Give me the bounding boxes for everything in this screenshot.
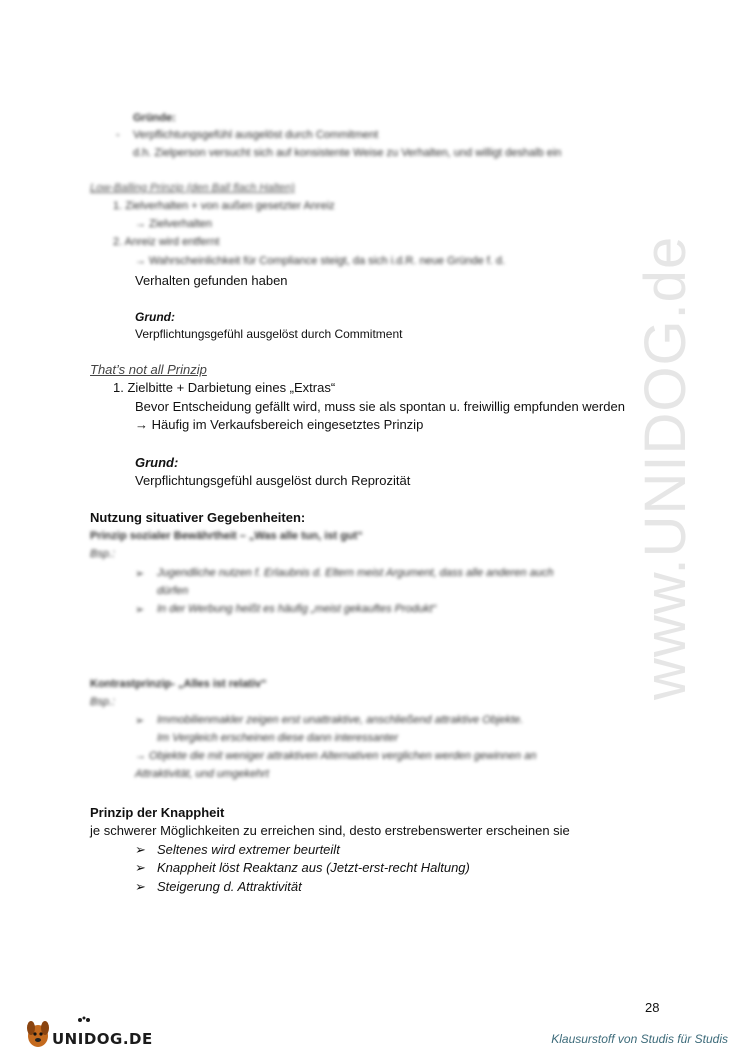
nutzung-heading: Nutzung situativer Gegebenheiten: <box>90 510 306 525</box>
blurred-text: Jugendliche nutzen f. Erlaubnis d. Eltern meist Argument, dass alle anderen auch <box>157 567 554 579</box>
page-number: 28 <box>645 1000 660 1015</box>
knappheit-text: je schwerer Möglichkeiten zu erreichen sind, desto erstrebenswerter erscheinen sie <box>90 823 570 838</box>
footer-slogan: Klausurstoff von Studis für Studis <box>551 1032 728 1046</box>
blurred-text: Verpflichtungsgefühl ausgelöst durch Commitment <box>133 129 379 141</box>
blurred-text: Bsp.: <box>90 548 116 560</box>
blurred-dash: - <box>116 129 120 141</box>
grund-label: Grund: <box>135 455 179 470</box>
logo-text: UNIDOG.DE <box>52 1030 153 1048</box>
blurred-section-title: Low-Balling Prinzip (den Ball flach Halten) <box>90 182 295 194</box>
blurred-heading-gruende: Gründe: <box>133 112 176 124</box>
blurred-text: dürfen <box>157 585 189 597</box>
grund-label: Grund: <box>135 310 175 324</box>
grund-text: Verpflichtungsgefühl ausgelöst durch Commitment <box>135 327 403 341</box>
blurred-bullet: ➢ <box>135 604 145 616</box>
bullet-text: Knappheit löst Reaktanz aus (Jetzt-erst-recht Haltung) <box>157 860 470 875</box>
watermark-text: www.UNIDOG.de <box>633 235 698 700</box>
bullet-text: Seltenes wird extremer beurteilt <box>157 842 340 857</box>
blurred-text: In der Werbung heißt es häufig „meist gekauftes Produkt“ <box>157 603 437 615</box>
blurred-bullet: ➢ <box>135 568 145 580</box>
blurred-bullet: ➢ <box>135 715 145 727</box>
blurred-heading: Kontrastprinzip- „Alles ist relativ“ <box>90 678 267 690</box>
bullet-text: Steigerung d. Attraktivität <box>157 879 302 894</box>
blurred-text: Attraktivität, und umgekehrt <box>135 768 269 780</box>
blurred-text: Im Vergleich erscheinen diese dann interessanter <box>157 732 399 744</box>
bullet-icon: ➢ <box>135 860 146 875</box>
blurred-list-item: 1. Zielverhalten + von außen gesetzter Anreiz <box>113 200 335 212</box>
thats-not-all-title: That’s not all Prinzip <box>90 362 207 377</box>
list-item-text: Bevor Entscheidung gefällt wird, muss sie als spontan u. freiwillig empfunden werden <box>135 399 625 414</box>
blurred-list-item: 2. Anreiz wird entfernt <box>113 236 220 248</box>
verhalten-line: Verhalten gefunden haben <box>135 273 288 288</box>
blurred-heading: Prinzip sozialer Bewährtheit – „Was alle tun, ist gut“ <box>90 530 363 542</box>
blurred-text: → Objekte die mit weniger attraktiven Alternativen verglichen werden gewinnen an <box>135 750 537 762</box>
list-item-text: → Häufig im Verkaufsbereich eingesetztes Prinzip <box>135 417 424 432</box>
grund-text: Verpflichtungsgefühl ausgelöst durch Reprozität <box>135 473 411 488</box>
blurred-text: Bsp.: <box>90 696 116 708</box>
bullet-icon: ➢ <box>135 879 146 894</box>
blurred-text: Immobilienmakler zeigen erst unattraktive, anschließend attraktive Objekte. <box>157 714 524 726</box>
list-item-1: 1. Zielbitte + Darbietung eines „Extras“ <box>113 380 336 395</box>
blurred-text: d.h. Zielperson versucht sich auf konsistente Weise zu Verhalten, und willigt deshalb ein <box>133 147 562 159</box>
knappheit-heading: Prinzip der Knappheit <box>90 805 225 820</box>
bullet-icon: ➢ <box>135 842 146 857</box>
blurred-list-item: → Wahrscheinlichkeit für Compliance steigt, da sich i.d.R. neue Gründe f. d. <box>135 255 506 267</box>
blurred-list-item: → Zielverhalten <box>135 218 213 230</box>
